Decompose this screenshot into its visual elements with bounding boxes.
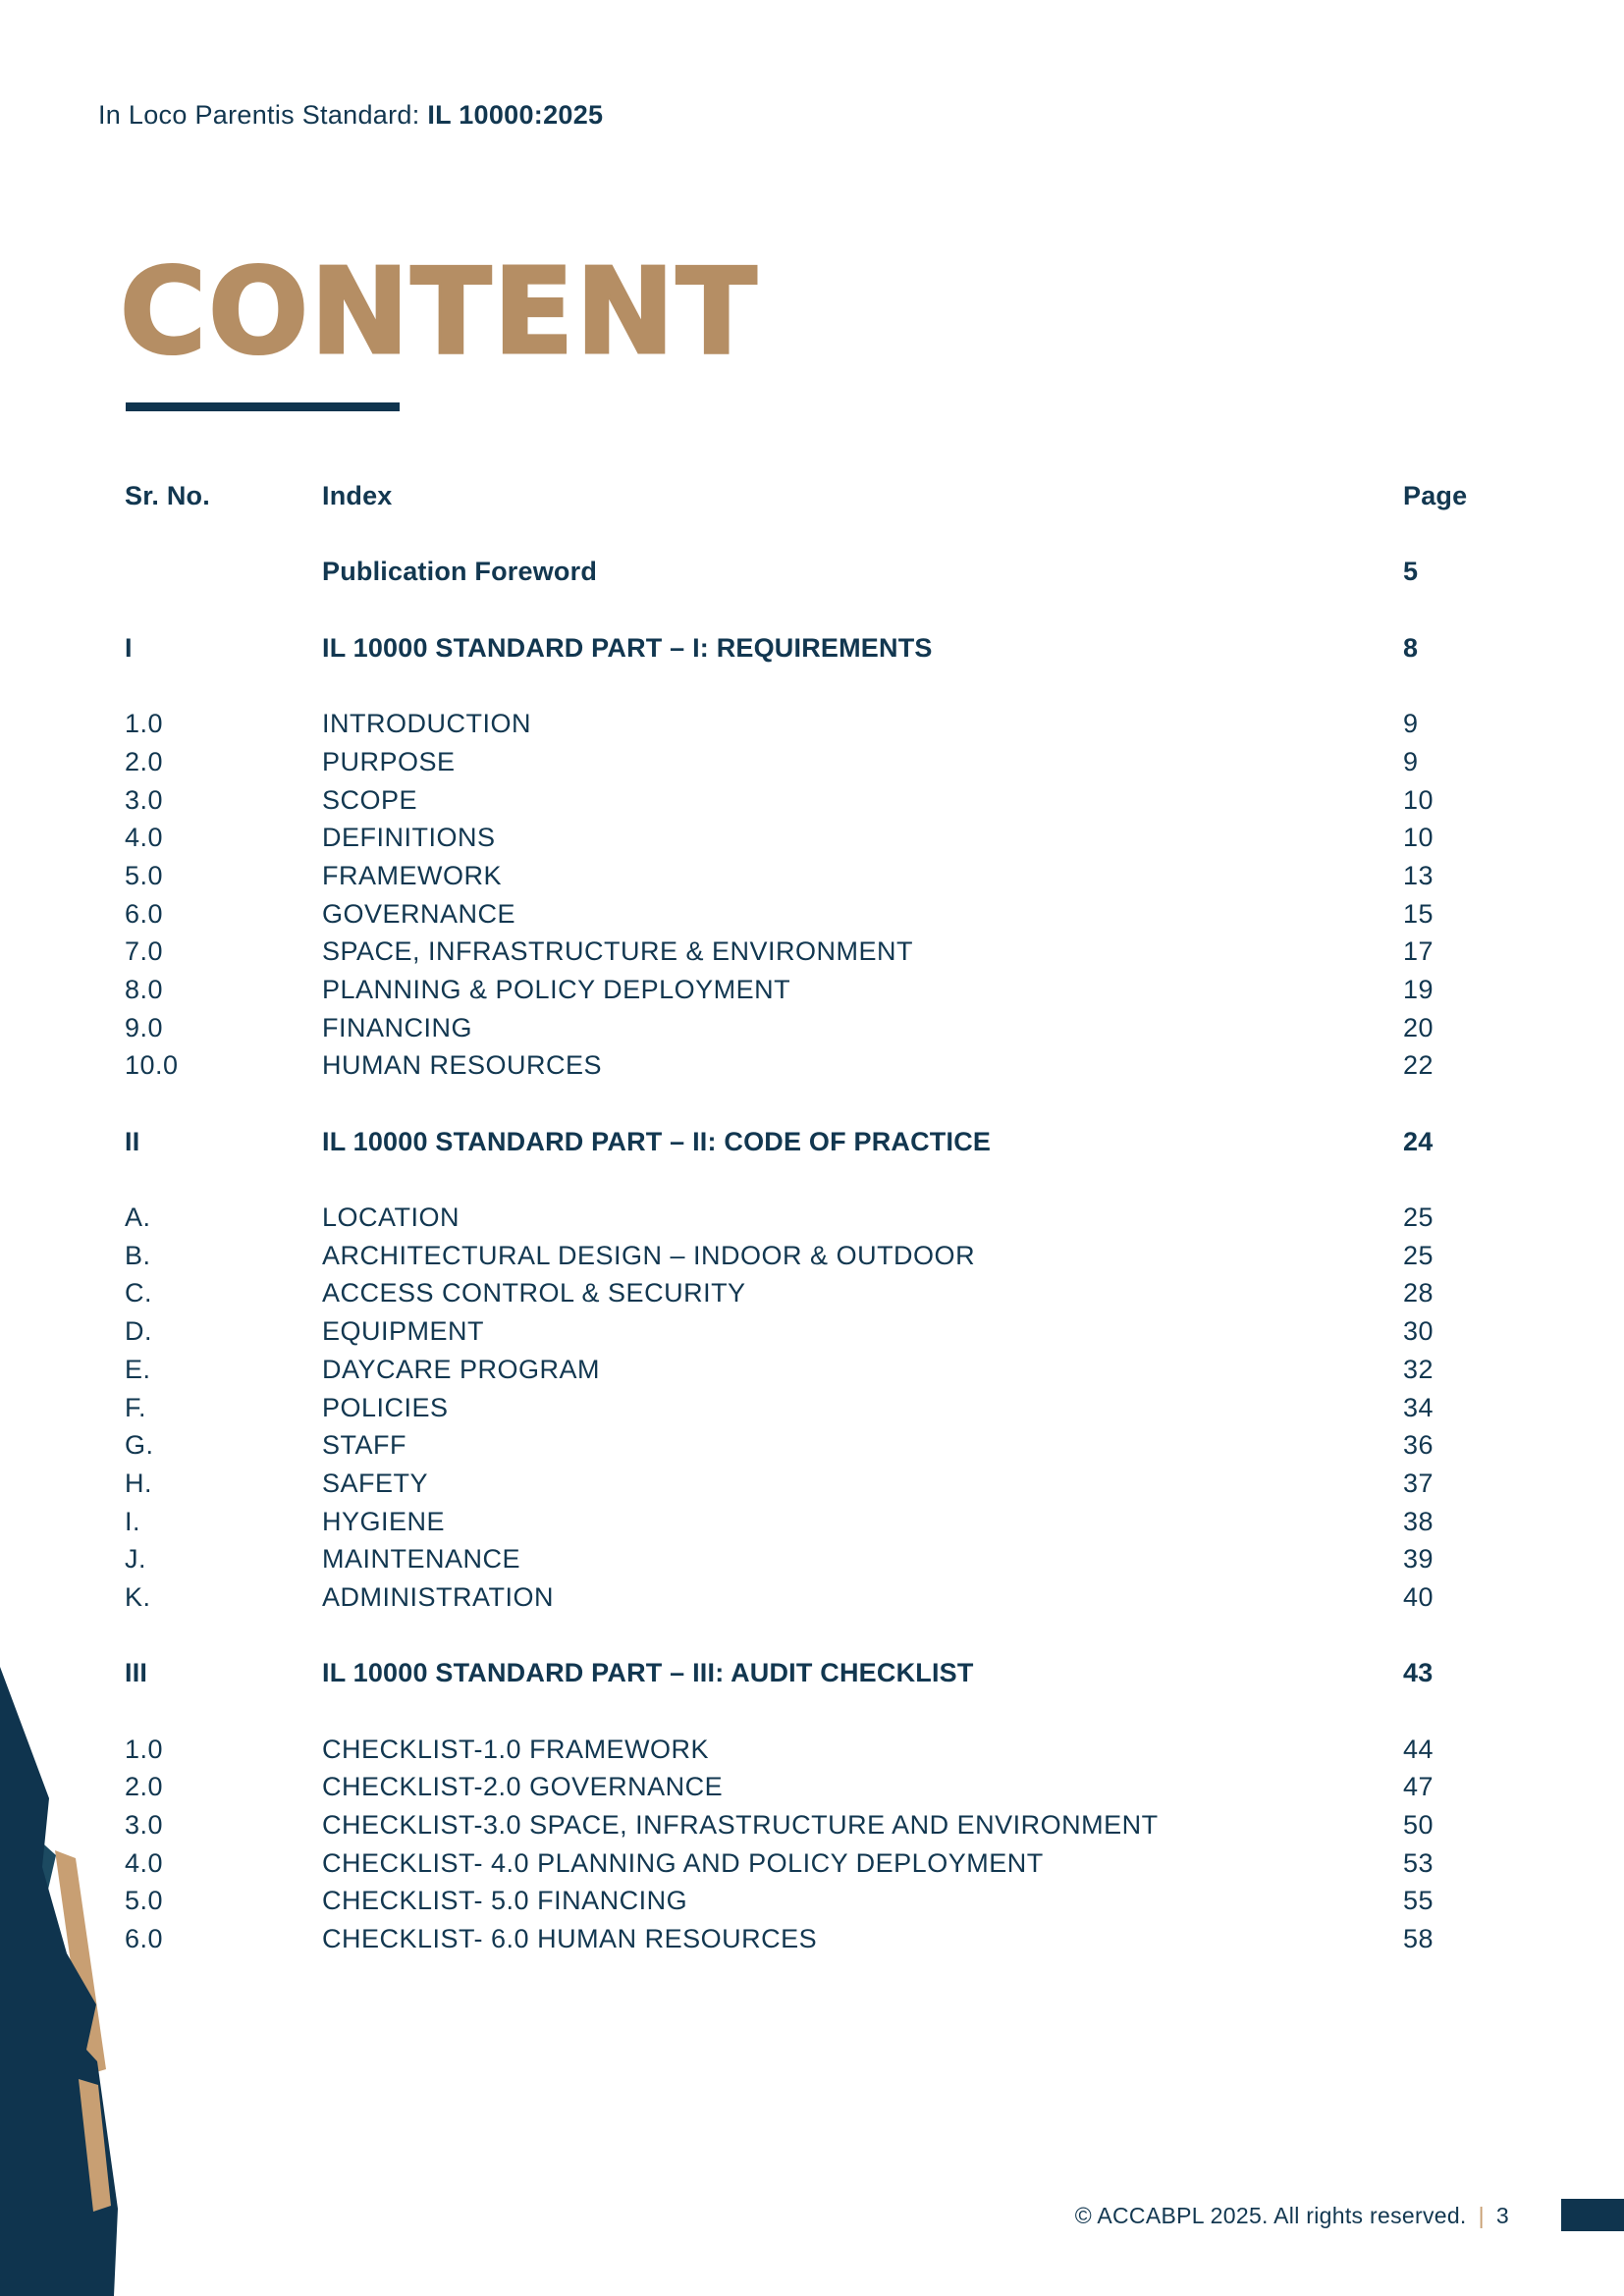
toc-row (125, 1806, 1499, 1844)
toc-row-srno: 1.0 (125, 1734, 164, 1764)
toc-row-label: POLICIES (322, 1392, 449, 1422)
toc-row-srno: F. (125, 1392, 147, 1422)
toc-row-label: DEFINITIONS (322, 823, 496, 853)
toc-row-srno: D. (125, 1316, 152, 1347)
toc-row-page: 40 (1403, 1581, 1435, 1612)
table-of-contents (125, 477, 1499, 1958)
toc-row (125, 1009, 1499, 1047)
toc-row (125, 895, 1499, 934)
title-underline-bar (126, 402, 400, 411)
toc-row-page: 22 (1403, 1050, 1435, 1081)
toc-row-page: 8 (1403, 632, 1419, 663)
toc-row-label: Publication Foreword (322, 557, 598, 587)
toc-row-srno: 6.0 (125, 1924, 164, 1954)
toc-row-label: ACCESS CONTROL & SECURITY (322, 1278, 746, 1308)
toc-row-srno: K. (125, 1581, 151, 1612)
toc-row-srno: 3.0 (125, 784, 164, 815)
toc-row-srno: 2.0 (125, 1772, 164, 1802)
toc-row (125, 1312, 1499, 1351)
toc-row-label: CHECKLIST- 6.0 HUMAN RESOURCES (322, 1924, 818, 1954)
toc-row-label: MAINTENANCE (322, 1544, 521, 1575)
toc-row-label: IL 10000 STANDARD PART – III: AUDIT CHECKLIST (322, 1658, 974, 1688)
toc-row (125, 1540, 1499, 1578)
toc-row (125, 1199, 1499, 1237)
toc-row-page: 28 (1403, 1278, 1435, 1308)
toc-row-srno: III (125, 1658, 148, 1688)
toc-row-srno: 2.0 (125, 746, 164, 776)
running-header-prefix: In Loco Parentis Standard: (98, 100, 428, 130)
footer-separator: | (1478, 2203, 1485, 2228)
toc-row (125, 1465, 1499, 1503)
toc-row (125, 743, 1499, 781)
toc-row-page: 47 (1403, 1772, 1435, 1802)
toc-row-label: CHECKLIST-3.0 SPACE, INFRASTRUCTURE AND ENVIRONMENT (322, 1810, 1159, 1841)
standard-number: IL 10000:2025 (427, 100, 604, 130)
toc-row-page: 19 (1403, 974, 1435, 1004)
toc-row-srno: 4.0 (125, 823, 164, 853)
toc-row-srno: 5.0 (125, 1886, 164, 1916)
toc-row (125, 1237, 1499, 1275)
toc-row-page: 9 (1403, 746, 1419, 776)
toc-row (125, 1389, 1499, 1427)
toc-row-label: ADMINISTRATION (322, 1581, 554, 1612)
toc-row-label: DAYCARE PROGRAM (322, 1354, 601, 1384)
toc-row-page: 43 (1403, 1658, 1434, 1688)
toc-row-page: 17 (1403, 936, 1435, 967)
toc-row-label: GOVERNANCE (322, 898, 516, 929)
toc-row (125, 553, 1499, 591)
toc-row (125, 1046, 1499, 1085)
page-title: CONTENT (120, 244, 759, 381)
toc-row-label: PLANNING & POLICY DEPLOYMENT (322, 974, 791, 1004)
toc-row-page: 24 (1403, 1126, 1434, 1156)
toc-row (125, 1882, 1499, 1920)
toc-row-label: CHECKLIST-1.0 FRAMEWORK (322, 1734, 710, 1764)
toc-row-srno: H. (125, 1468, 152, 1498)
corner-decoration-graphic (0, 1659, 128, 2296)
toc-row (125, 819, 1499, 857)
toc-row (125, 1920, 1499, 1958)
toc-row-page: 58 (1403, 1924, 1435, 1954)
column-header-page: Page (1403, 481, 1468, 510)
copyright-text: © ACCABPL 2025. All rights reserved. (1074, 2203, 1467, 2228)
toc-row-label: HUMAN RESOURCES (322, 1050, 603, 1081)
toc-row-srno: 8.0 (125, 974, 164, 1004)
toc-row-label: IL 10000 STANDARD PART – I: REQUIREMENTS (322, 632, 933, 663)
toc-row (125, 857, 1499, 895)
toc-row-srno: 9.0 (125, 1012, 164, 1042)
toc-row (125, 1844, 1499, 1883)
column-header-srno: Sr. No. (125, 481, 210, 510)
toc-row (125, 1426, 1499, 1465)
toc-row-label: PURPOSE (322, 746, 456, 776)
toc-row-label: FRAMEWORK (322, 860, 502, 890)
toc-row-page: 10 (1403, 823, 1435, 853)
toc-row-label: SPACE, INFRASTRUCTURE & ENVIRONMENT (322, 936, 914, 967)
toc-row-label: STAFF (322, 1430, 406, 1461)
toc-row-srno: 7.0 (125, 936, 164, 967)
toc-row-srno: J. (125, 1544, 147, 1575)
toc-row-srno: 4.0 (125, 1847, 164, 1878)
toc-row-srno: B. (125, 1240, 151, 1270)
toc-row (125, 1731, 1499, 1769)
toc-row-page: 32 (1403, 1354, 1435, 1384)
toc-row-srno: 1.0 (125, 709, 164, 739)
toc-row-page: 34 (1403, 1392, 1435, 1422)
toc-row-label: HYGIENE (322, 1506, 446, 1536)
toc-row-page: 36 (1403, 1430, 1435, 1461)
toc-row (125, 1123, 1499, 1161)
toc-row-label: CHECKLIST-2.0 GOVERNANCE (322, 1772, 724, 1802)
toc-row-page: 25 (1403, 1240, 1435, 1270)
toc-row-srno: 6.0 (125, 898, 164, 929)
toc-row-label: CHECKLIST- 4.0 PLANNING AND POLICY DEPLOYMENT (322, 1847, 1044, 1878)
toc-header-row (125, 477, 1499, 515)
toc-row (125, 933, 1499, 971)
toc-row (125, 629, 1499, 667)
toc-row-label: IL 10000 STANDARD PART – II: CODE OF PRACTICE (322, 1126, 992, 1156)
toc-row (125, 1578, 1499, 1617)
toc-row-srno: I. (125, 1506, 141, 1536)
toc-row-label: CHECKLIST- 5.0 FINANCING (322, 1886, 688, 1916)
page-number: 3 (1495, 2203, 1509, 2228)
toc-row (125, 705, 1499, 743)
toc-row-label: LOCATION (322, 1202, 460, 1233)
column-header-index: Index (322, 481, 393, 510)
toc-row (125, 1654, 1499, 1692)
toc-row-label: SCOPE (322, 784, 418, 815)
toc-row-label: ARCHITECTURAL DESIGN – INDOOR & OUTDOOR (322, 1240, 976, 1270)
footer-corner-block (1561, 2199, 1624, 2231)
toc-row-label: EQUIPMENT (322, 1316, 485, 1347)
page-footer (1075, 2201, 1509, 2230)
toc-row-page: 38 (1403, 1506, 1435, 1536)
toc-row-srno: 5.0 (125, 860, 164, 890)
toc-row-page: 30 (1403, 1316, 1435, 1347)
toc-row-srno: II (125, 1126, 140, 1156)
toc-row-page: 25 (1403, 1202, 1435, 1233)
toc-row-page: 50 (1403, 1810, 1435, 1841)
toc-row-page: 13 (1403, 860, 1435, 890)
toc-row-label: FINANCING (322, 1012, 472, 1042)
toc-row-srno: C. (125, 1278, 152, 1308)
toc-row-page: 9 (1403, 709, 1419, 739)
toc-row-page: 53 (1403, 1847, 1435, 1878)
toc-row-page: 37 (1403, 1468, 1435, 1498)
toc-row-label: SAFETY (322, 1468, 429, 1498)
toc-row-page: 44 (1403, 1734, 1435, 1764)
toc-row (125, 1503, 1499, 1541)
toc-row-page: 20 (1403, 1012, 1435, 1042)
toc-row (125, 1274, 1499, 1312)
toc-row (125, 971, 1499, 1009)
running-header (98, 98, 603, 132)
toc-row-page: 55 (1403, 1886, 1435, 1916)
toc-row-srno: E. (125, 1354, 151, 1384)
toc-row (125, 1351, 1499, 1389)
toc-row-srno: 10.0 (125, 1050, 179, 1081)
toc-row-srno: 3.0 (125, 1810, 164, 1841)
toc-row-srno: A. (125, 1202, 151, 1233)
toc-row (125, 781, 1499, 820)
toc-row-page: 5 (1403, 557, 1419, 587)
toc-row-srno: G. (125, 1430, 154, 1461)
toc-row-page: 39 (1403, 1544, 1435, 1575)
toc-row (125, 1768, 1499, 1806)
toc-row-srno: I (125, 632, 133, 663)
toc-row-label: INTRODUCTION (322, 709, 531, 739)
toc-row-page: 10 (1403, 784, 1435, 815)
toc-row-page: 15 (1403, 898, 1435, 929)
